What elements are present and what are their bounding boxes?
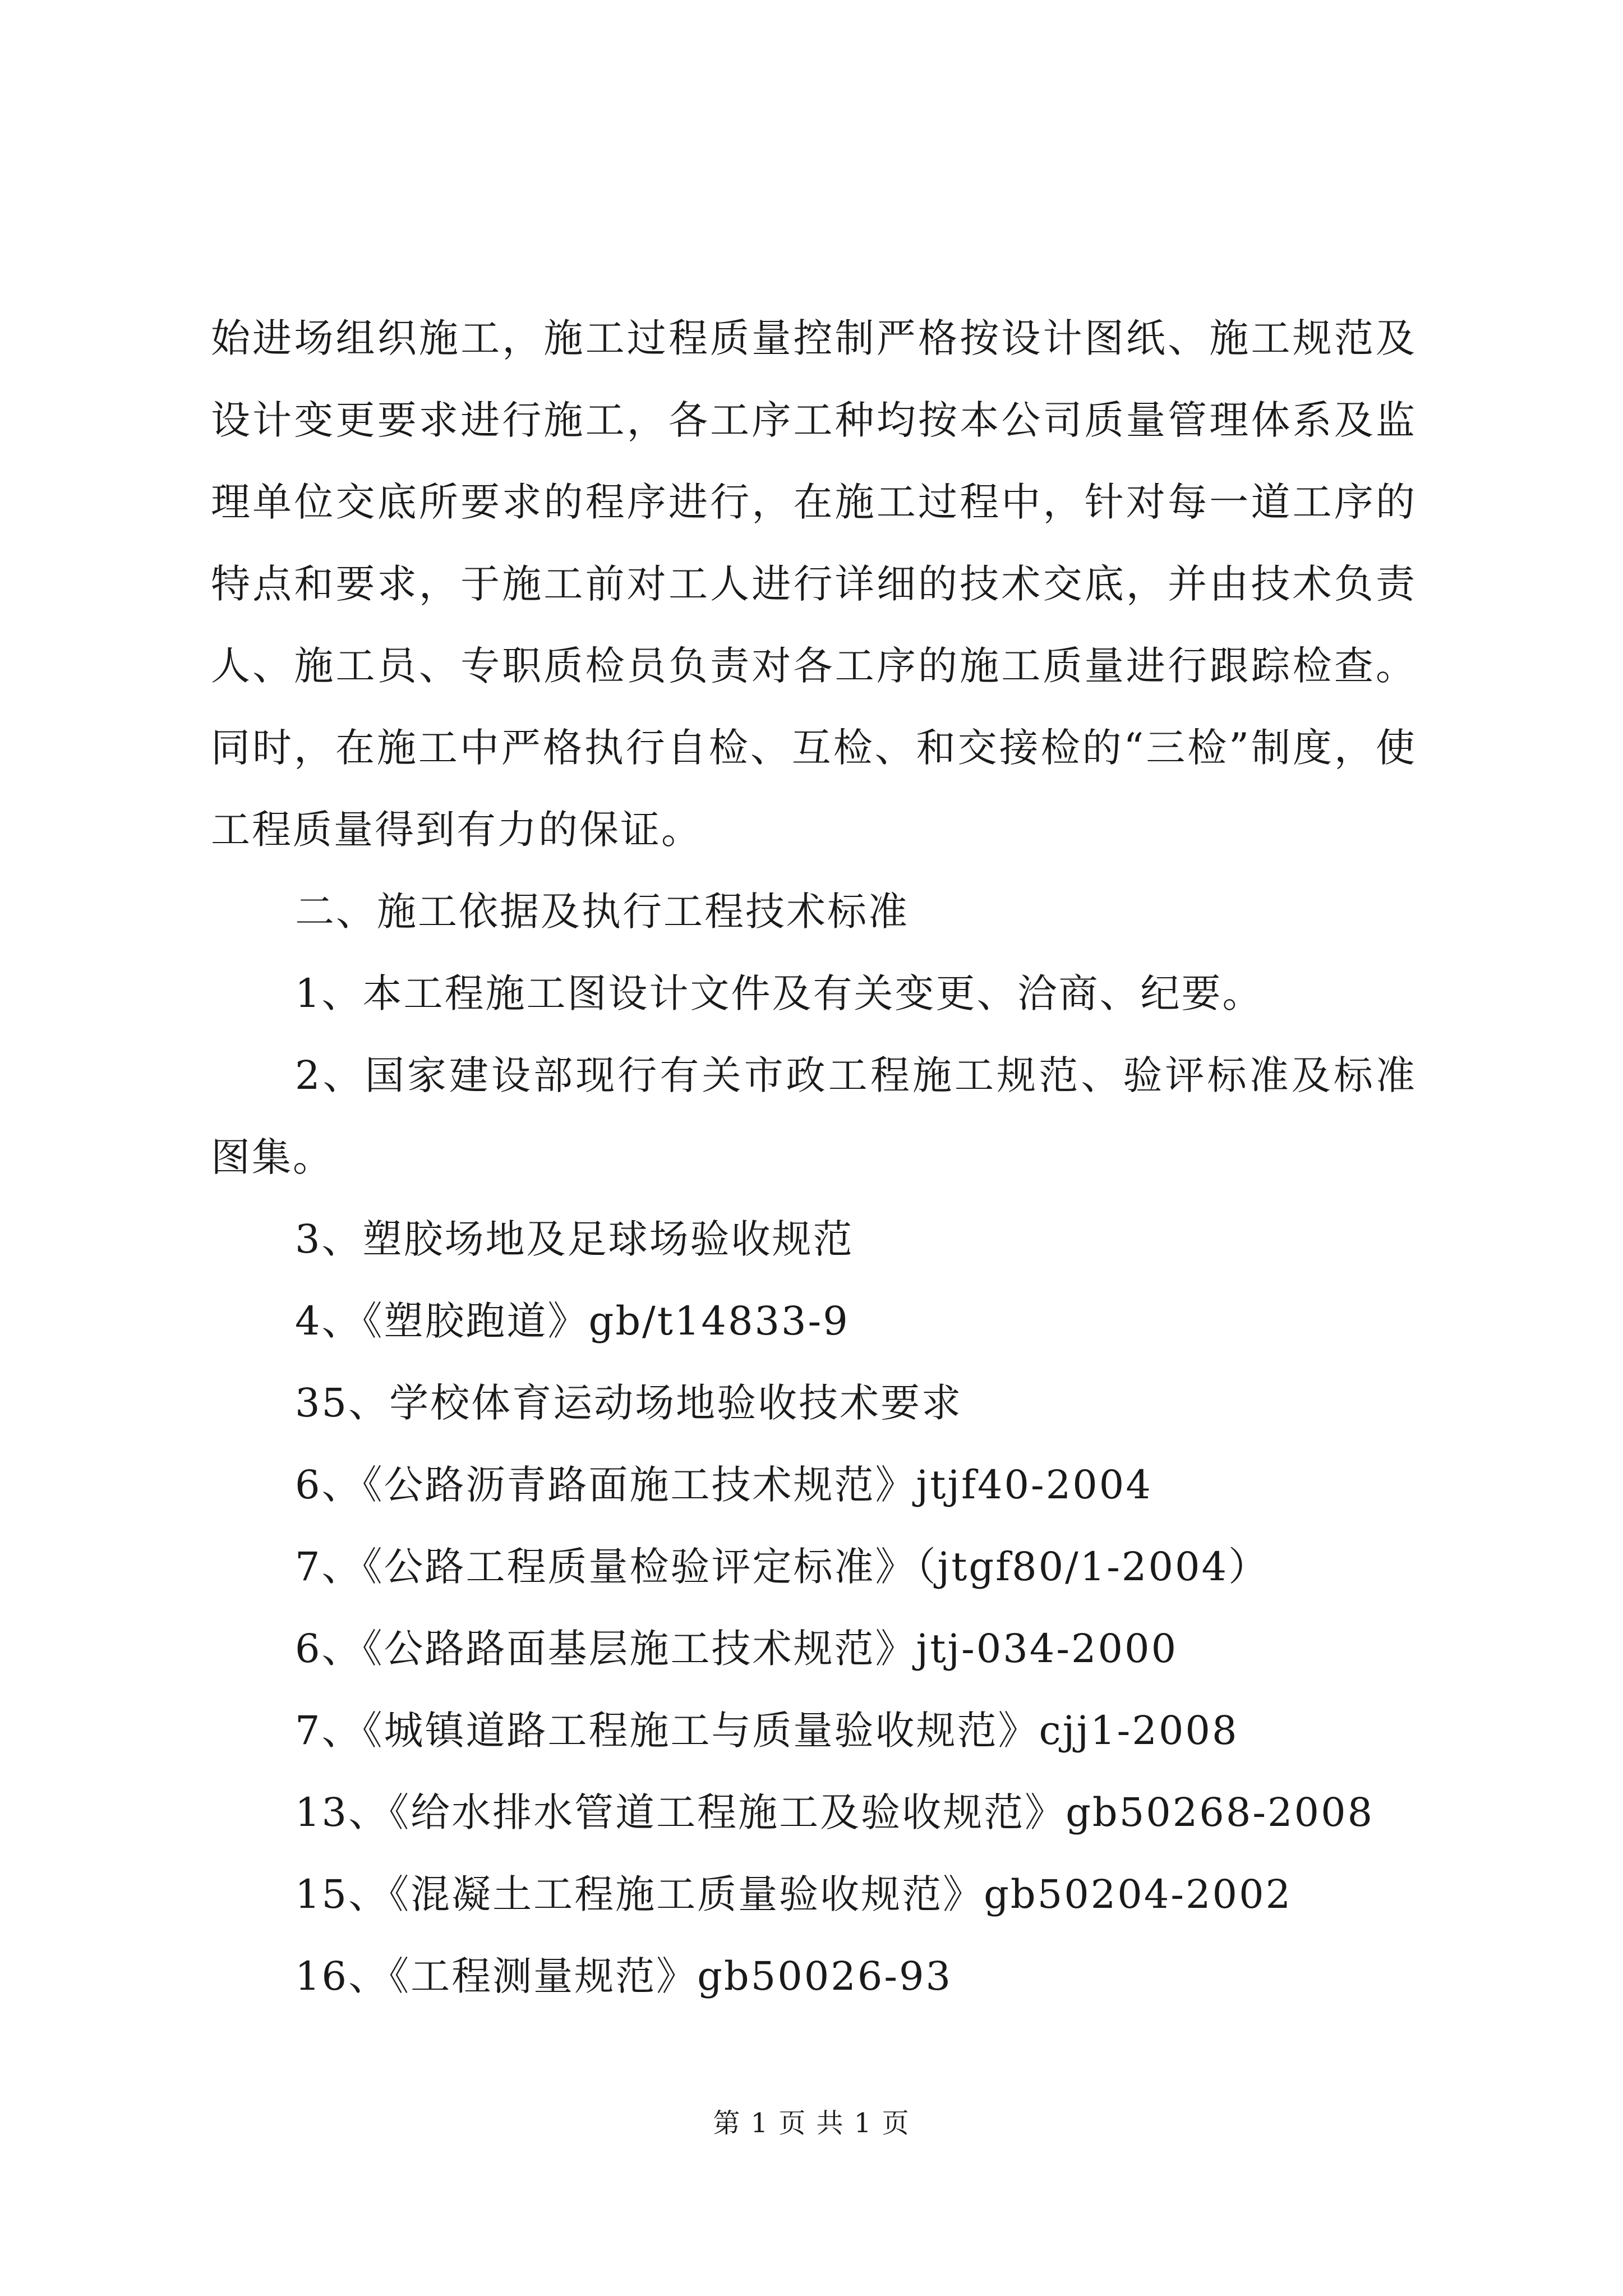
- list-item: 2、国家建设部现行有关市政工程施工规范、验评标准及标准图集。: [211, 1052, 1417, 1180]
- list-item: 6、《公路沥青路面施工技术规范》jtjf40-2004: [295, 1462, 1152, 1508]
- list-item: 7、《城镇道路工程施工与质量验收规范》cjj1-2008: [295, 1708, 1239, 1754]
- document-body: [211, 297, 1417, 2017]
- list-item: 35、学校体育运动场地验收技术要求: [295, 1380, 963, 1426]
- list-item: 16、《工程测量规范》gb50026-93: [295, 1953, 953, 1999]
- list-item: 7、《公路工程质量检验评定标准》（jtgf80/1-2004）: [295, 1544, 1270, 1590]
- list-item: 13、《给水排水管道工程施工及验收规范》gb50268-2008: [295, 1789, 1375, 1835]
- list-item: 4、《塑胶跑道》gb/t14833-9: [295, 1298, 850, 1344]
- section-heading-standards: 二、施工依据及执行工程技术标准: [295, 889, 909, 935]
- list-item: 6、《公路路面基层施工技术规范》jtj-034-2000: [295, 1626, 1178, 1672]
- paragraph-construction-quality: 始进场组织施工，施工过程质量控制严格按设计图纸、施工规范及设计变更要求进行施工，各工序工种均按本公司质量管理体系及监理单位交底所要求的程序进行，在施工过程中，针对每一道工序的特点和要求，于施工前对工人进行详细的技术交底，并由技术负责人、施工员、专职质检员负责对各工序的施工质量进行跟踪检查。同时，在施工中严格执行自检、互检、和交接检的“三检”制度，使工程质量得到有力的保证。: [211, 315, 1417, 853]
- list-item: 15、《混凝土工程施工质量验收规范》gb50204-2002: [295, 1871, 1293, 1917]
- page-footer: 第 1 页 共 1 页: [713, 2108, 910, 2139]
- list-item: 3、塑胶场地及足球场验收规范: [295, 1216, 854, 1262]
- list-item: 1、本工程施工图设计文件及有关变更、洽商、纪要。: [295, 970, 1264, 1016]
